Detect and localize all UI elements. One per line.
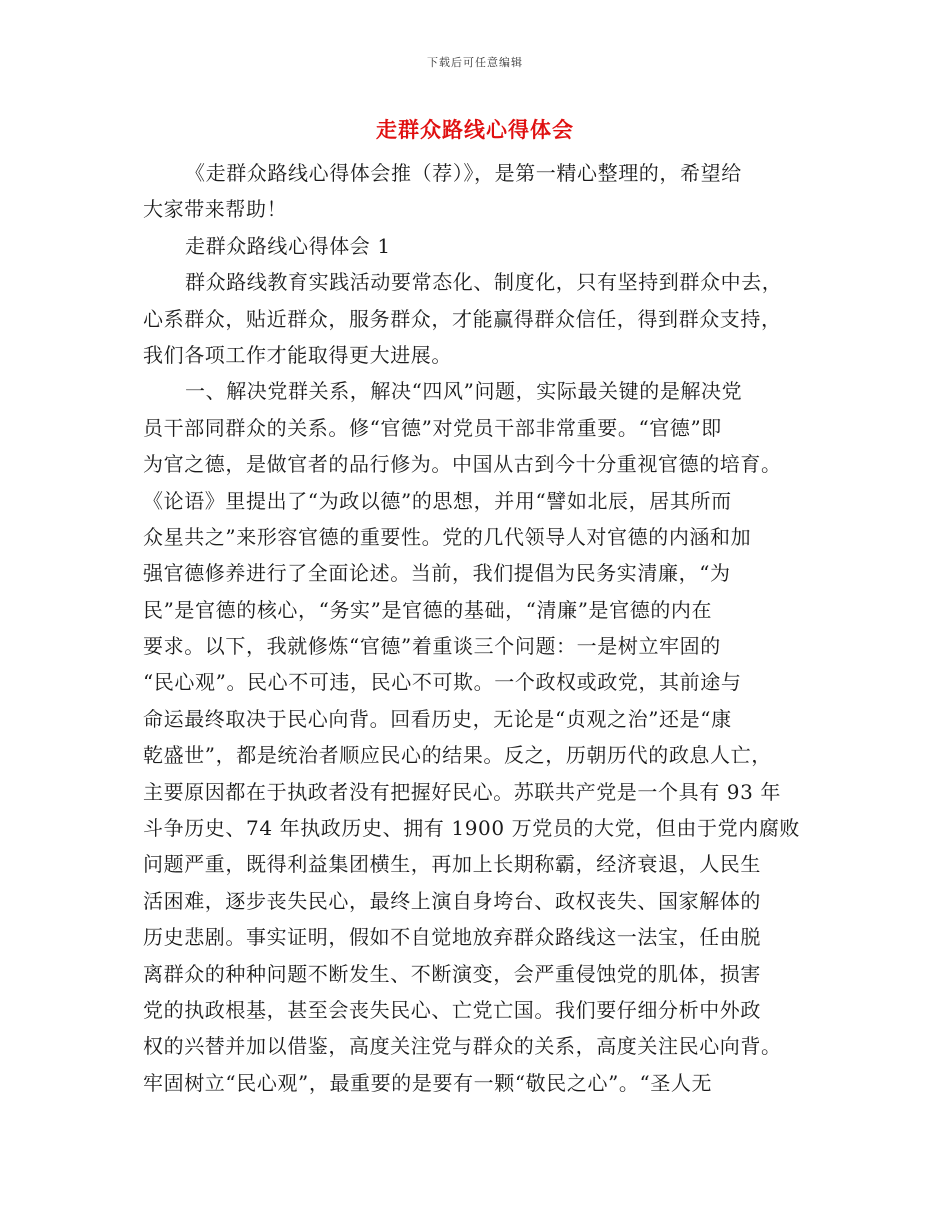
body-line: 我们各项工作才能取得更大进展。 xyxy=(143,342,452,367)
body-line: 要求。以下，我就修炼“官德”着重谈三个问题：一是树立牢固的 xyxy=(143,634,721,659)
body-line: 历史悲剧。事实证明，假如不自觉地放弃群众路线这一法宝，任由脱 xyxy=(143,925,761,950)
body-line: 强官德修养进行了全面论述。当前，我们提倡为民务实清廉，“为 xyxy=(143,561,731,586)
body-line: 乾盛世”，都是统治者顺应民心的结果。反之，历朝历代的政息人亡， xyxy=(143,743,772,768)
body-line: 民”是官德的核心，“务实”是官德的基础，“清廉”是官德的内在 xyxy=(143,597,713,622)
body-line: 《走群众路线心得体会推（荐）》，是第一精心整理的，希望给 xyxy=(185,161,742,185)
body-line: 权的兴替并加以借鉴，高度关注党与群众的关系，高度关注民心向背。 xyxy=(143,1034,782,1059)
body-line: 牢固树立“民心观”，最重要的是要有一颗“敬民之心”。“圣人无 xyxy=(143,1070,713,1095)
body-line: 活困难，逐步丧失民心，最终上演自身垮台、政权丧失、国家解体的 xyxy=(143,888,761,913)
body-line: 为官之德，是做官者的品行修为。中国从古到今十分重视官德的培育。 xyxy=(143,452,782,477)
body-line: “民心观”。民心不可违，民心不可欺。一个政权或政党，其前途与 xyxy=(143,670,742,695)
document-title: 走群众路线心得体会 xyxy=(376,117,574,142)
header-note: 下载后可任意编辑 xyxy=(427,56,523,69)
body-line: 离群众的种种问题不断发生、不断演变，会严重侵蚀党的肌体，损害 xyxy=(143,961,761,986)
body-line: 走群众路线心得体会 1 xyxy=(185,233,391,258)
body-line: 大家带来帮助！ xyxy=(143,197,288,222)
body-line: 众星共之”来形容官德的重要性。党的几代领导人对官德的内涵和加 xyxy=(143,524,752,549)
body-line: 党的执政根基，甚至会丧失民心、亡党亡国。我们要仔细分析中外政 xyxy=(143,997,761,1022)
body-line: 《论语》里提出了“为政以德”的思想，并用“譬如北辰，居其所而 xyxy=(143,488,732,513)
body-line: 斗争历史、74 年执政历史、拥有 1900 万党员的大党，但由于党内腐败 xyxy=(143,816,801,841)
body-line: 一、解决党群关系，解决“四风”问题，实际最关键的是解决党 xyxy=(185,379,743,404)
body-line: 员干部同群众的关系。修“官德”对党员干部非常重要。“官德”即 xyxy=(143,415,722,440)
document-body xyxy=(143,155,807,1101)
body-line: 群众路线教育实践活动要常态化、制度化，只有坚持到群众中去， xyxy=(185,270,783,295)
body-line: 问题严重，既得利益集团横生，再加上长期称霸，经济衰退，人民生 xyxy=(143,852,761,877)
body-line: 主要原因都在于执政者没有把握好民心。苏联共产党是一个具有 93 年 xyxy=(143,779,781,804)
body-line: 命运最终取决于民心向背。回看历史，无论是“贞观之治”还是“康 xyxy=(143,706,732,731)
body-line: 心系群众，贴近群众，服务群众，才能赢得群众信任，得到群众支持， xyxy=(143,306,782,331)
